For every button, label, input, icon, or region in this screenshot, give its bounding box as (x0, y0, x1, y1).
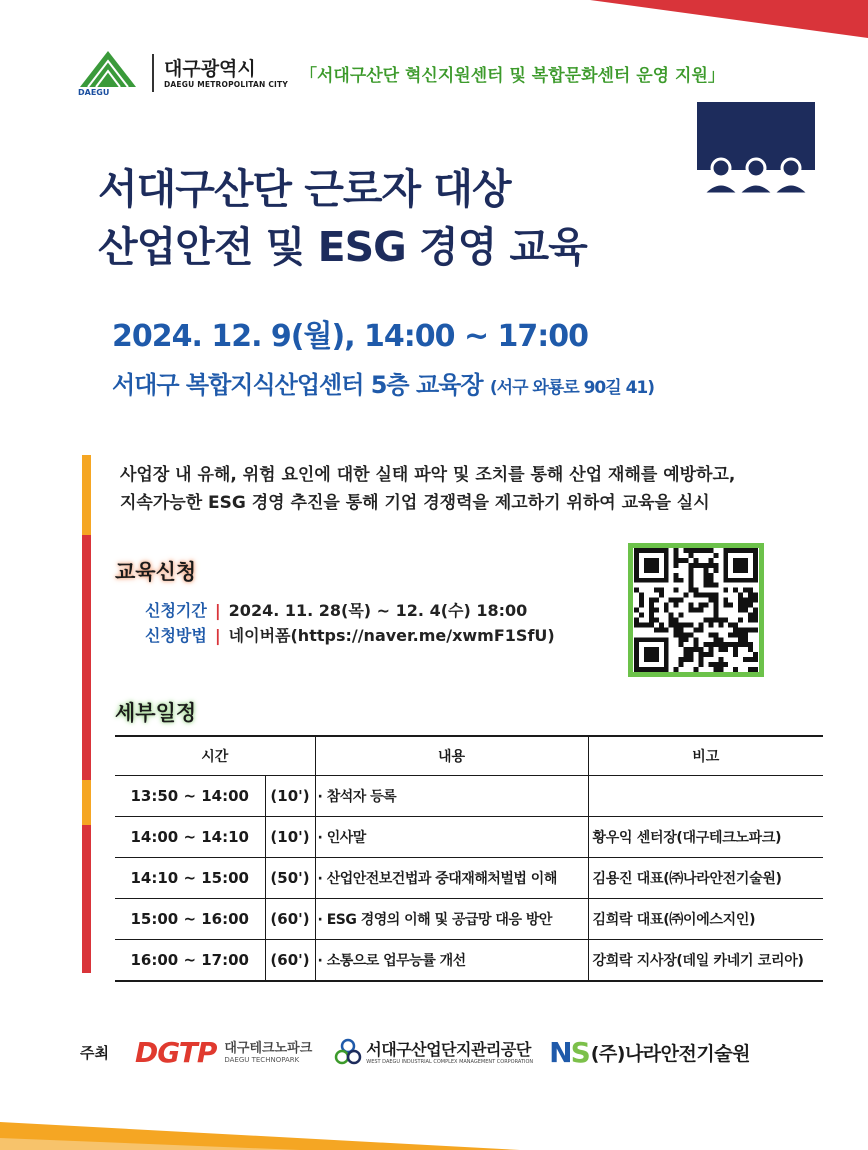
row-duration: (60') (265, 940, 315, 982)
header-time: 시간 (115, 736, 315, 776)
accent-bar-orange-1 (82, 455, 91, 535)
schedule-table (115, 735, 823, 982)
west-daegu-name-en: WEST DAEGU INDUSTRIAL COMPLEX MANAGEMENT CORPORATION (366, 1058, 534, 1065)
apply-method-separator: | (214, 626, 221, 645)
dgtp-logo (135, 1036, 312, 1069)
qr-code-icon[interactable] (628, 543, 764, 677)
row-time: 14:00 ~ 14:10 (115, 817, 265, 858)
row-duration: (10') (265, 817, 315, 858)
row-time: 16:00 ~ 17:00 (115, 940, 265, 982)
event-description (120, 461, 735, 517)
ns-mark-n: N (549, 1035, 571, 1069)
accent-bar-red-2 (82, 825, 91, 973)
west-daegu-name-ko: 서대구산업단지관리공단 (366, 1039, 531, 1059)
row-duration: (10') (265, 776, 315, 817)
apply-heading: 교육신청 (115, 560, 197, 584)
row-content: · 산업안전보건법과 중대재해처벌법 이해 (315, 858, 588, 899)
accent-bar-red-1 (82, 535, 91, 780)
table-row (115, 817, 823, 858)
description-line-1: 사업장 내 유해, 위험 요인에 대한 실태 파악 및 조치를 통해 산업 재해를 예방하고, (120, 465, 736, 485)
org-name-ko: 대구광역시 (164, 57, 256, 80)
venue-name: 서대구 복합지식산업센터 5층 교육장 (112, 371, 483, 399)
schedule-header-row (115, 736, 823, 776)
table-row (115, 899, 823, 940)
event-venue (112, 365, 654, 400)
host-label: 주최 (80, 1043, 109, 1062)
dgtp-name-en: DAEGU TECHNOPARK (224, 1055, 300, 1064)
row-duration: (50') (265, 858, 315, 899)
header (78, 48, 725, 98)
ns-mark-s: S (570, 1035, 589, 1069)
logo-text: DAEGU (78, 88, 110, 97)
apply-period-value: 2024. 11. 28(목) ~ 12. 4(수) 18:00 (228, 601, 528, 620)
apply-period-separator: | (214, 601, 221, 620)
row-content: · 인사말 (315, 817, 588, 858)
title-line-1: 서대구산단 근로자 대상 (98, 165, 511, 213)
event-datetime: 2024. 12. 9(월), 14:00 ~ 17:00 (112, 319, 589, 354)
event-title (98, 160, 587, 276)
schedule-heading: 세부일정 (115, 701, 197, 725)
apply-period-label: 신청기간 (145, 601, 207, 620)
table-row (115, 776, 823, 817)
row-duration: (60') (265, 899, 315, 940)
row-note: 김희락 대표(㈜이에스지인) (588, 899, 823, 940)
row-note: 강희락 지사장(데일 카네기 코리아) (588, 940, 823, 982)
organization (164, 58, 288, 89)
description-line-2: 지속가능한 ESG 경영 추진을 통해 기업 경쟁력을 제고하기 위하여 교육을 실시 (120, 493, 710, 513)
corner-decoration-bottom (0, 1100, 868, 1150)
row-note: 황우익 센터장(대구테크노파크) (588, 817, 823, 858)
mountain-logo-icon (78, 49, 140, 97)
west-daegu-logo (334, 1038, 533, 1066)
hosts-footer (80, 1032, 828, 1072)
corner-decoration-top (0, 0, 868, 40)
support-program: 「서대구산단 혁신지원센터 및 복합문화센터 운영 지원」 (299, 65, 725, 86)
dgtp-name-ko: 대구테크노파크 (224, 1040, 313, 1056)
row-content: · 소통으로 업무능률 개선 (315, 940, 588, 982)
accent-bar-orange-2 (82, 780, 91, 825)
title-line-2: 산업안전 및 ESG 경영 교육 (98, 223, 587, 271)
triskelion-icon (334, 1038, 362, 1066)
org-name-en: DAEGU METROPOLITAN CITY (164, 79, 288, 89)
header-note: 비고 (588, 736, 823, 776)
audience-screen-icon (697, 102, 815, 198)
row-time: 14:10 ~ 15:00 (115, 858, 265, 899)
header-divider (152, 54, 154, 92)
row-time: 15:00 ~ 16:00 (115, 899, 265, 940)
row-note (588, 776, 823, 817)
apply-method-link[interactable]: 네이버폼(https://naver.me/xwmF1SfU) (228, 626, 555, 645)
apply-method-label: 신청방법 (145, 626, 207, 645)
ns-mark (549, 1036, 589, 1069)
row-note: 김용진 대표(㈜나라안전기술원) (588, 858, 823, 899)
nara-safety-logo (549, 1036, 750, 1069)
row-content: · 참석자 등록 (315, 776, 588, 817)
apply-period (145, 598, 527, 621)
row-content: · ESG 경영의 이해 및 공급망 대응 방안 (315, 899, 588, 940)
venue-address: (서구 와룡로 90길 41) (489, 378, 655, 398)
apply-method (145, 623, 555, 646)
header-content: 내용 (315, 736, 588, 776)
table-row (115, 940, 823, 982)
row-time: 13:50 ~ 14:00 (115, 776, 265, 817)
nara-safety-name: (주)나라안전기술원 (590, 1042, 750, 1065)
dgtp-mark: DGTP (135, 1035, 217, 1069)
table-row (115, 858, 823, 899)
